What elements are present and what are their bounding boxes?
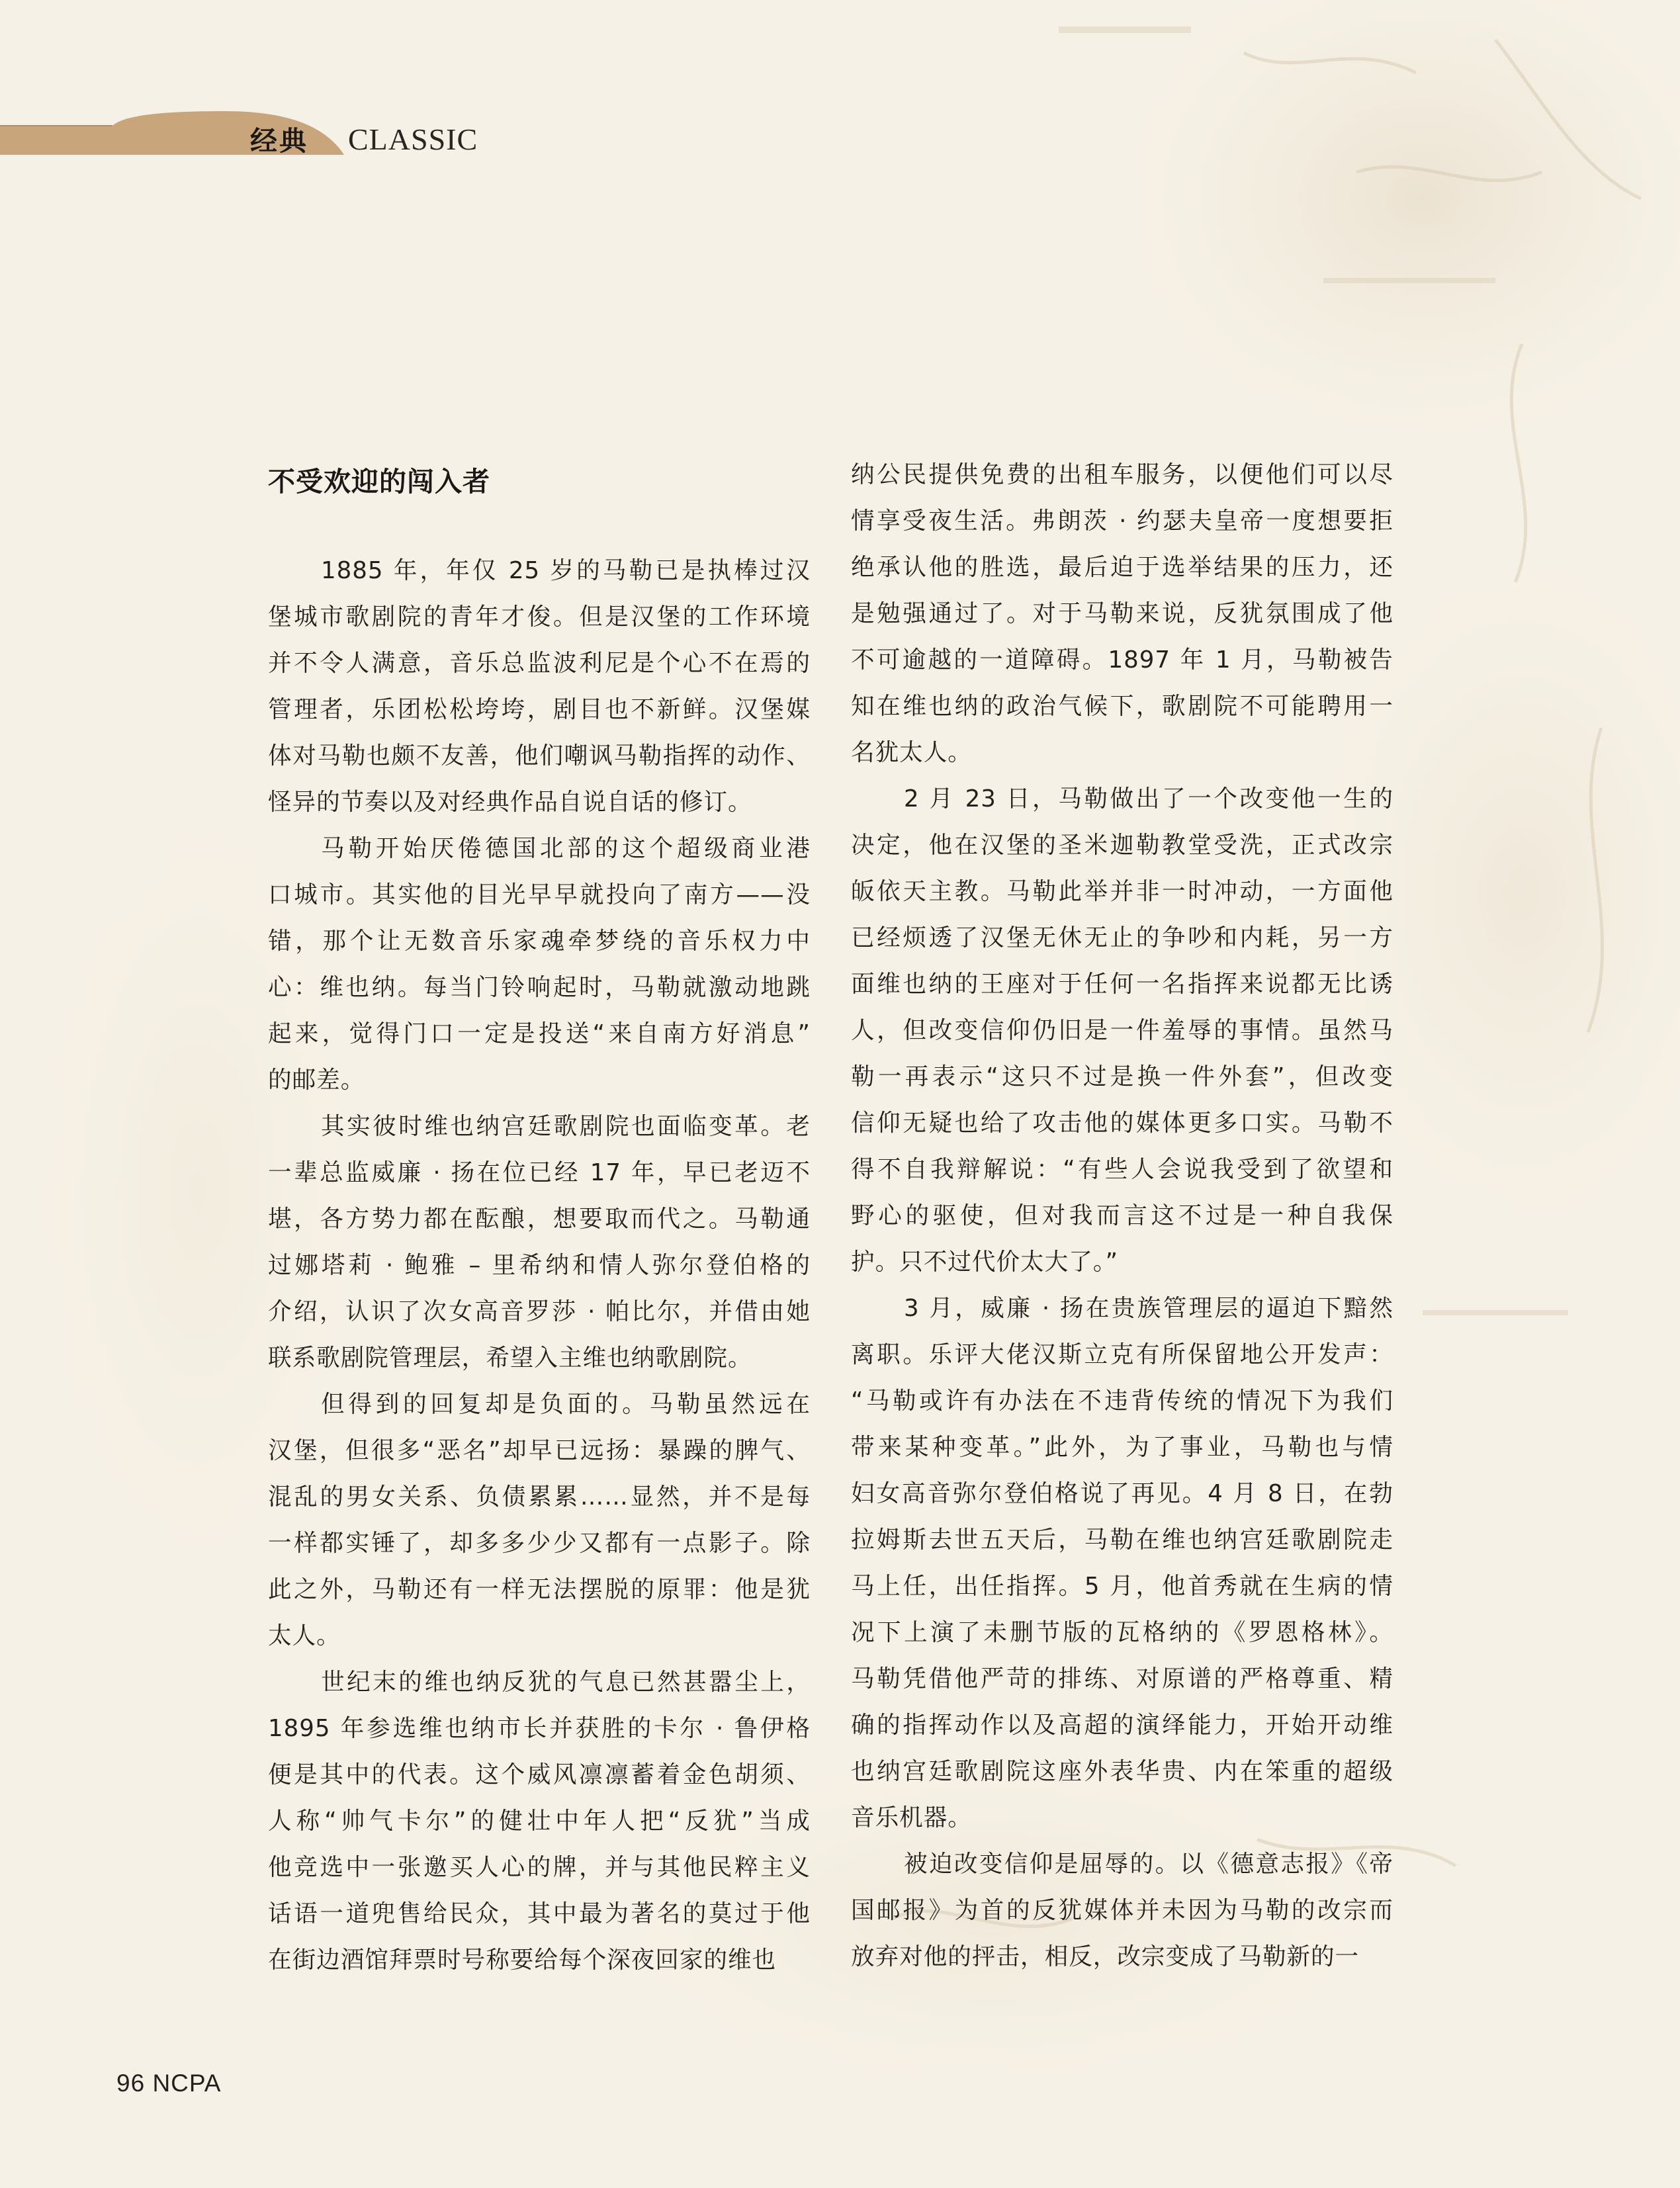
text-line: 太人。 <box>268 1622 341 1649</box>
text-line: 带来某种变革。”此外，为了事业，马勒也与情 <box>851 1434 1393 1461</box>
text-line: 是勉强通过了。对于马勒来说，反犹氛围成了他 <box>851 600 1393 627</box>
text-line: 管理者，乐团松松垮垮，剧目也不新鲜。汉堡媒 <box>268 696 811 723</box>
text-line: 2 月 23 日，马勒做出了一个改变他一生的 <box>904 785 1393 812</box>
text-line: 起来，觉得门口一定是投送“来自南方好消息” <box>268 1020 811 1047</box>
text-line: 堡城市歌剧院的青年才俊。但是汉堡的工作环境 <box>268 603 811 631</box>
text-line: 勒一再表示“这只不过是换一件外套”，但改变 <box>851 1063 1393 1090</box>
text-line: 妇女高音弥尔登伯格说了再见。4 月 8 日，在勃 <box>851 1480 1393 1507</box>
text-line: 人称“帅气卡尔”的健壮中年人把“反犹”当成 <box>268 1808 811 1835</box>
paragraph <box>851 776 1393 1286</box>
text-line: 其实彼时维也纳宫廷歌剧院也面临变革。老 <box>321 1113 811 1140</box>
text-line: 被迫改变信仰是屈辱的。以《德意志报》《帝 <box>904 1851 1393 1878</box>
paragraph <box>268 826 811 1104</box>
left-column <box>268 452 811 1984</box>
text-line: 知在维也纳的政治气候下，歌剧院不可能聘用一 <box>851 693 1393 720</box>
text-line: 不可逾越的一道障碍。1897 年 1 月，马勒被告 <box>851 646 1393 674</box>
text-line: 并不令人满意，音乐总监波利尼是个心不在焉的 <box>268 650 811 677</box>
magazine-name: NCPA <box>152 2070 222 2097</box>
text-line: 情享受夜生活。弗朗茨 · 约瑟夫皇帝一度想要拒 <box>851 507 1393 535</box>
section-label-en: CLASSIC <box>348 122 478 156</box>
article-heading: 不受欢迎的闯入者 <box>268 466 490 498</box>
text-line: 体对马勒也颇不友善，他们嘲讽马勒指挥的动作、 <box>268 742 811 769</box>
page-footer <box>116 2070 222 2097</box>
text-line: 确的指挥动作以及高超的演绎能力，开始开动维 <box>851 1712 1393 1739</box>
text-line: 放弃对他的抨击，相反，改宗变成了马勒新的一 <box>851 1943 1360 1970</box>
text-line: 汉堡，但很多“恶名”却早已远扬：暴躁的脾气、 <box>268 1437 811 1464</box>
right-paragraphs <box>851 452 1393 1980</box>
paragraph <box>268 1381 811 1659</box>
text-line: 皈依天主教。马勒此举并非一时冲动，一方面他 <box>851 878 1393 905</box>
text-line: 话语一道兜售给民众，其中最为著名的莫过于他 <box>268 1900 811 1927</box>
text-line: 1885 年，年仅 25 岁的马勒已是执棒过汉 <box>321 557 811 584</box>
text-line: 纳公民提供免费的出租车服务，以便他们可以尽 <box>851 461 1393 488</box>
text-line: 况下上演了未删节版的瓦格纳的《罗恩格林》。 <box>851 1619 1393 1646</box>
text-line: 3 月，威廉 · 扬在贵族管理层的逼迫下黯然 <box>904 1295 1393 1322</box>
paragraph <box>851 1841 1393 1980</box>
text-line: “马勒或许有办法在不违背传统的情况下为我们 <box>851 1387 1393 1415</box>
text-line: 马勒凭借他严苛的排练、对原谱的严格尊重、精 <box>851 1665 1393 1692</box>
paragraph <box>851 452 1393 776</box>
text-line: 介绍，认识了次女高音罗莎 · 帕比尔，并借由她 <box>268 1298 811 1325</box>
paragraph <box>268 548 811 826</box>
text-line: 决定，他在汉堡的圣米迦勒教堂受洗，正式改宗 <box>851 832 1393 859</box>
text-line: 护。只不过代价太大了。” <box>851 1248 1118 1276</box>
text-line: 也纳宫廷歌剧院这座外表华贵、内在笨重的超级 <box>851 1758 1393 1785</box>
text-line: 人，但改变信仰仍旧是一件羞辱的事情。虽然马 <box>851 1017 1393 1044</box>
page-number: 96 <box>116 2070 146 2097</box>
text-line: 但得到的回复却是负面的。马勒虽然远在 <box>321 1391 811 1418</box>
text-line: 他竞选中一张邀买人心的牌，并与其他民粹主义 <box>268 1854 811 1881</box>
text-line: 已经烦透了汉堡无休无止的争吵和内耗，另一方 <box>851 924 1393 951</box>
text-line: 信仰无疑也给了攻击他的媒体更多口实。马勒不 <box>851 1110 1393 1137</box>
text-line: 过娜塔莉 · 鲍雅 – 里希纳和情人弥尔登伯格的 <box>268 1252 811 1279</box>
text-line: 堪，各方势力都在酝酿，想要取而代之。马勒通 <box>268 1205 811 1233</box>
text-line: 一样都实锤了，却多多少少又都有一点影子。除 <box>268 1530 811 1557</box>
text-line: 马上任，出任指挥。5 月，他首秀就在生病的情 <box>851 1573 1393 1600</box>
text-line: 的邮差。 <box>268 1067 365 1094</box>
left-paragraphs <box>268 548 811 1984</box>
text-line: 马勒开始厌倦德国北部的这个超级商业港 <box>321 835 811 862</box>
text-line: 心：维也纳。每当门铃响起时，马勒就激动地跳 <box>268 974 811 1001</box>
paragraph <box>268 1659 811 1984</box>
text-line: 得不自我辩解说：“有些人会说我受到了欲望和 <box>851 1156 1393 1183</box>
text-line: 音乐机器。 <box>851 1804 972 1831</box>
right-column <box>851 452 1393 1980</box>
text-line: 错，那个让无数音乐家魂牵梦绕的音乐权力中 <box>268 928 811 955</box>
text-line: 世纪末的维也纳反犹的气息已然甚嚣尘上， <box>321 1669 811 1696</box>
paragraph <box>851 1286 1393 1841</box>
text-line: 在街边酒馆拜票时号称要给每个深夜回家的维也 <box>268 1947 777 1974</box>
text-line: 绝承认他的胜选，最后迫于选举结果的压力，还 <box>851 554 1393 581</box>
text-line: 面维也纳的王座对于任何一名指挥来说都无比诱 <box>851 971 1393 998</box>
text-line: 混乱的男女关系、负债累累……显然，并不是每 <box>268 1483 811 1510</box>
text-line: 1895 年参选维也纳市长并获胜的卡尔 · 鲁伊格 <box>268 1715 811 1742</box>
text-line: 便是其中的代表。这个威风凛凛蓄着金色胡须、 <box>268 1761 811 1788</box>
text-line: 一辈总监威廉 · 扬在位已经 17 年，早已老迈不 <box>268 1159 811 1186</box>
text-line: 离职。乐评大佬汉斯立克有所保留地公开发声： <box>851 1341 1393 1368</box>
text-line: 野心的驱使，但对我而言这不过是一种自我保 <box>851 1202 1393 1229</box>
text-line: 口城市。其实他的目光早早就投向了南方——没 <box>268 881 811 908</box>
text-line: 怪异的节奏以及对经典作品自说自话的修订。 <box>268 789 752 816</box>
text-line: 联系歌剧院管理层，希望入主维也纳歌剧院。 <box>268 1344 752 1372</box>
paragraph <box>268 1104 811 1381</box>
text-line: 国邮报》为首的反犹媒体并未因为马勒的改宗而 <box>851 1897 1393 1924</box>
section-label: 经典 <box>250 125 308 157</box>
text-line: 名犹太人。 <box>851 739 972 766</box>
text-line: 此之外，马勒还有一样无法摆脱的原罪：他是犹 <box>268 1576 811 1603</box>
text-line: 拉姆斯去世五天后，马勒在维也纳宫廷歌剧院走 <box>851 1526 1393 1553</box>
